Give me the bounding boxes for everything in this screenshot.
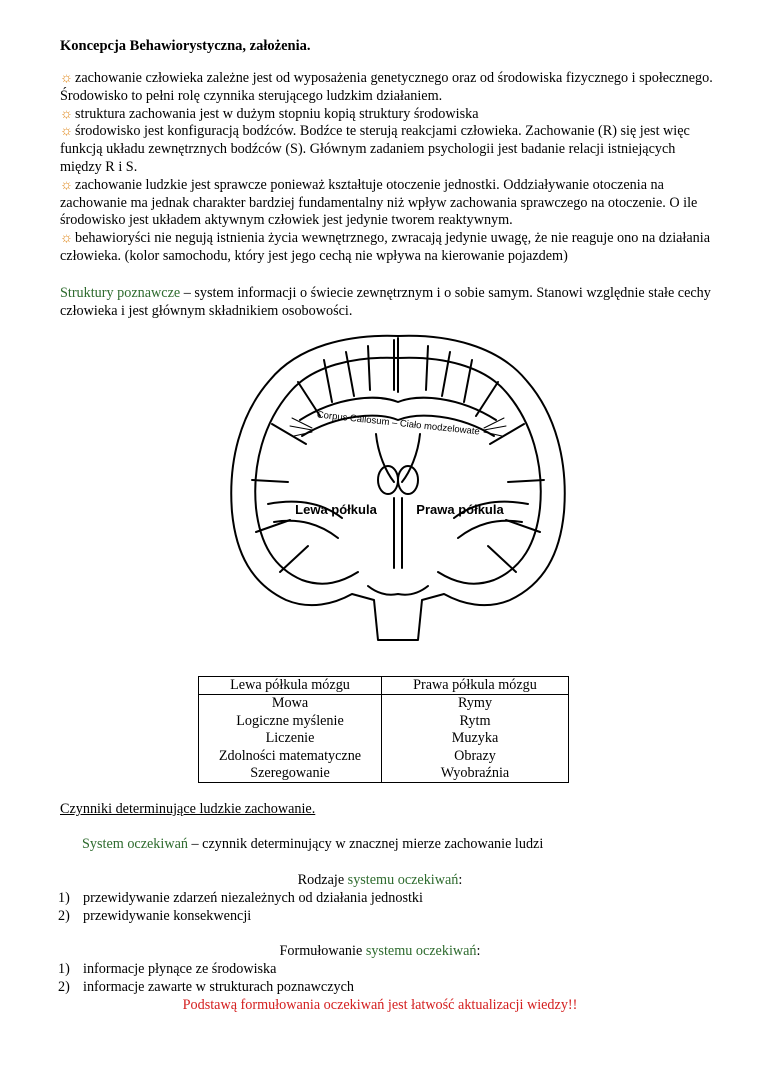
table-row <box>199 713 569 730</box>
expectation-system-term: System oczekiwań <box>82 836 188 852</box>
table-cell: Wyobraźnia <box>382 765 569 783</box>
sun-icon: ☼ <box>60 176 74 193</box>
table-row <box>199 730 569 747</box>
sun-icon: ☼ <box>60 230 74 247</box>
table-header: Lewa półkula mózgu <box>199 677 382 695</box>
table-cell: Muzyka <box>382 730 569 747</box>
table-header-row <box>199 677 569 695</box>
table-row <box>199 765 569 783</box>
bullet-item: ☼ struktura zachowania jest w dużym stopniu kopią struktury środowiska <box>60 105 479 122</box>
factors-heading: Czynniki determinujące ludzkie zachowanie. <box>60 801 316 817</box>
bullet-item: ☼ behawioryści nie negują istnienia życia wewnętrznego, zwracają jedynie uwagę, że nie reaguje ono na działania człowieka. (kolor samochodu, który jest jego cechą nie wpływa na kierowanie pojazdem) <box>60 230 711 264</box>
brain-diagram <box>228 332 568 644</box>
table-cell: Logiczne myślenie <box>199 713 382 730</box>
table-row <box>199 695 569 713</box>
behaviorist-assumptions-list <box>60 70 720 266</box>
sun-icon: ☼ <box>60 105 74 122</box>
third-ventricle <box>394 498 402 568</box>
conclusion-note: Podstawą formułowania oczekiwań jest łatwość aktualizacji wiedzy!! <box>182 997 578 1013</box>
sun-icon: ☼ <box>60 123 74 140</box>
expectation-system-definition: System oczekiwań – czynnik determinujący w znacznej mierze zachowanie ludzi <box>82 836 544 852</box>
kinds-list <box>58 890 423 926</box>
midline <box>394 338 398 392</box>
list-item: 2) informacje zawarte w strukturach poznawczych <box>58 979 355 995</box>
list-item: 1) informacje płynące ze środowiska <box>58 961 277 977</box>
table-cell: Mowa <box>199 695 382 713</box>
corpus-callosum-label: Corpus Callosum – Ciało modzelowate <box>316 409 481 438</box>
thalamus-left <box>378 466 398 494</box>
table-header: Prawa półkula mózgu <box>382 677 569 695</box>
cognitive-structures-definition: Struktury poznawcze – system informacji o świecie zewnętrznym i o sobie samym. Stanowi względnie stałe cechy człowieka i jest głównym składnikiem osobowości. <box>60 285 711 319</box>
table-cell: Zdolności matematyczne <box>199 748 382 765</box>
table-cell: Rytm <box>382 713 569 730</box>
left-hemisphere-label: Lewa półkula <box>295 502 377 517</box>
hemisphere-functions-table <box>198 676 569 783</box>
kinds-heading: Rodzaje systemu oczekiwań: <box>297 872 463 888</box>
formulation-list <box>58 961 354 997</box>
cognitive-structures-term: Struktury poznawcze <box>60 285 181 301</box>
list-item: 2) przewidywanie konsekwencji <box>58 908 252 924</box>
list-item: 1) przewidywanie zdarzeń niezależnych od działania jednostki <box>58 890 423 906</box>
thalamus-right <box>398 466 418 494</box>
sun-icon: ☼ <box>60 70 74 86</box>
brainstem <box>368 586 428 595</box>
table-cell: Liczenie <box>199 730 382 747</box>
table-cell: Szeregowanie <box>199 765 382 783</box>
formulation-heading: Formułowanie systemu oczekiwań: <box>279 943 481 959</box>
table-cell: Obrazy <box>382 748 569 765</box>
bullet-item: ☼ zachowanie ludzkie jest sprawcze ponieważ kształtuje otoczenie jednostki. Oddziaływanie otoczenia na zachowanie ma jednak charakter bardziej fundamentalny niż wpływ zachowania sprawczego na otoczenie. O ile środowisko jest układem aktywnym człowiek jest jedynie tworem reaktywnym. <box>60 176 698 229</box>
table-cell: Rymy <box>382 695 569 713</box>
bullet-item: ☼ zachowanie człowieka zależne jest od wyposażenia genetycznego oraz od środowiska fizycznego i społecznego. Środowisko to pełni rolę czynnika sterującego ludzkim działaniem. <box>60 70 713 104</box>
page-title: Koncepcja Behawiorystyczna, założenia. <box>60 38 311 54</box>
bullet-item: ☼ środowisko jest konfiguracją bodźców. Bodźce te sterują reakcjami człowieka. Zachowanie (R) się jest więc funkcją układu zewnętrznych bodźców (S). Głównym zadaniem psychologii jest badanie relacji istniejących między R i S. <box>60 123 690 175</box>
right-hemisphere-label: Prawa półkula <box>416 502 504 517</box>
table-row <box>199 748 569 765</box>
